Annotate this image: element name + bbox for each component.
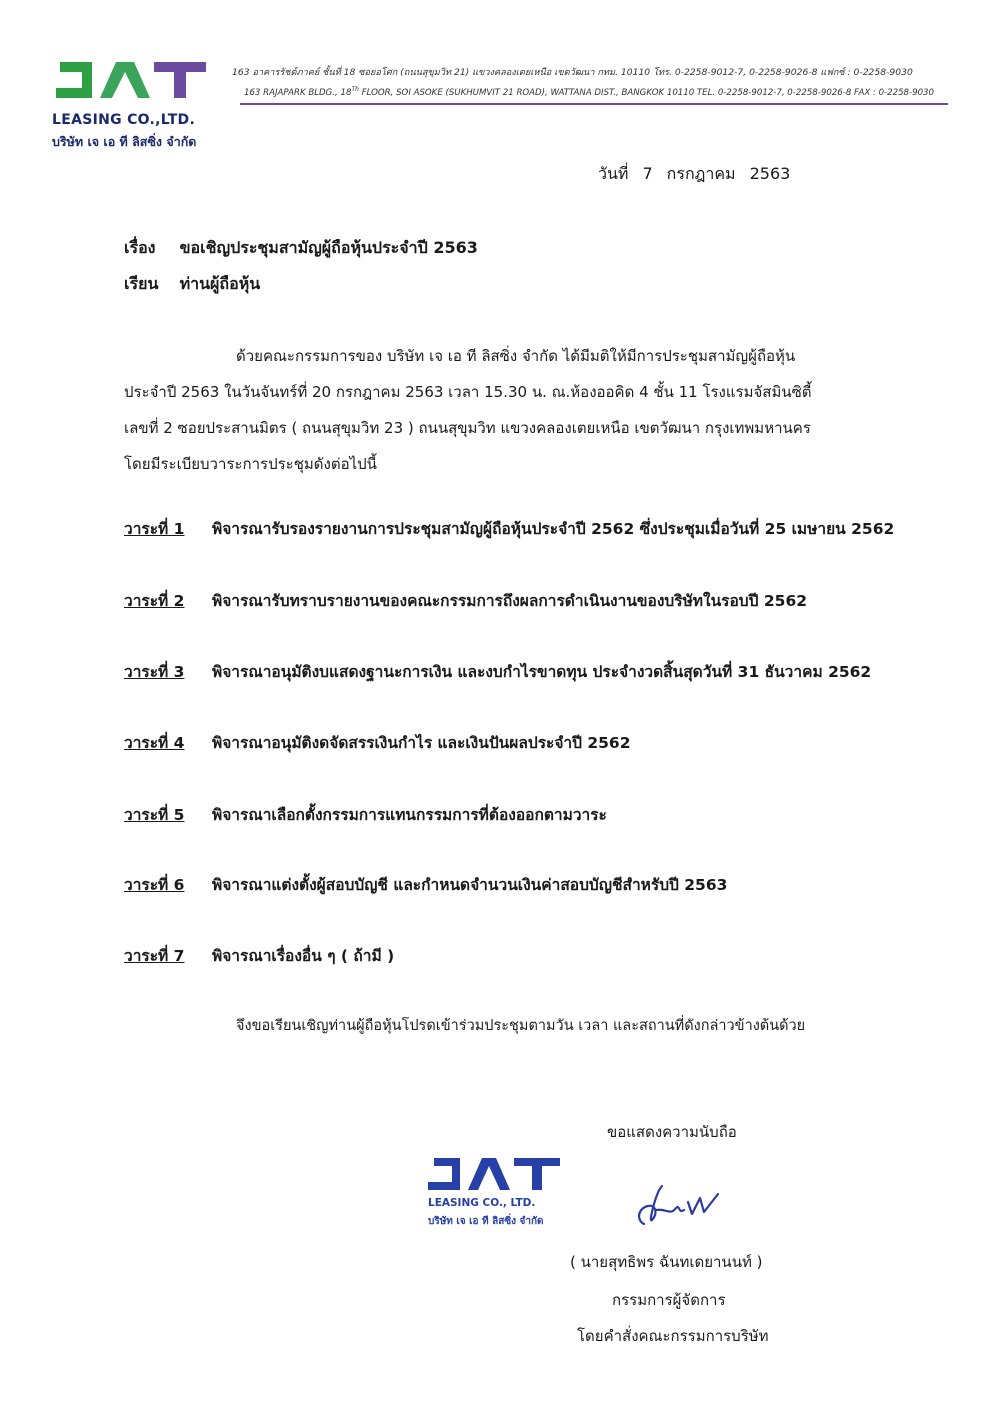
agenda-item (124, 872, 727, 897)
address-english: 163 RAJAPARK BLDG., 18Th FLOOR, SOI ASOKE (SUKHUMVIT 21 ROAD), WATTANA DIST., BANGKOK 10110 TEL. 0-2258-9012-7, 0-2258-9026-8 FAX : 0-2258-9030 (244, 86, 934, 98)
header-divider (240, 103, 948, 105)
date-label: วันที่ (598, 164, 629, 183)
agenda-text: พิจารณาอนุมัติงดจัดสรรเงินกำไร และเงินปันผลประจำปี 2562 (212, 734, 631, 752)
logo-subtitle-th: บริษัท เจ เอ ที ลิสซิ่ง จำกัด (52, 134, 197, 149)
signer-authority: โดยคำสั่งคณะกรรมการบริษัท (577, 1327, 769, 1345)
agenda-text: พิจารณารับทราบรายงานของคณะกรรมการถึงผลการดำเนินงานของบริษัทในรอบปี 2562 (212, 592, 808, 610)
body-line: ด้วยคณะกรรมการของ บริษัท เจ เอ ที ลิสซิ่ง จำกัด ได้มีมติให้มีการประชุมสามัญผู้ถือหุ้น (236, 347, 796, 365)
agenda-text: พิจารณาแต่งตั้งผู้สอบบัญชี และกำหนดจำนวนเงินค่าสอบบัญชีสำหรับปี 2563 (212, 876, 728, 894)
letter-date (598, 162, 804, 187)
body-line: โดยมีระเบียบวาระการประชุมดังต่อไปนี้ (124, 455, 377, 473)
agenda-text: พิจารณาเรื่องอื่น ๆ ( ถ้ามี ) (212, 947, 395, 965)
agenda-text: พิจารณาเลือกตั้งกรรมการแทนกรรมการที่ต้องออกตามวาระ (212, 806, 607, 824)
agenda-item (124, 802, 607, 827)
signature (626, 1180, 736, 1244)
agenda-item (124, 516, 894, 541)
recipient-line (124, 272, 260, 297)
signer-position: กรรมการผู้จัดการ (612, 1291, 726, 1309)
agenda-item (124, 730, 631, 755)
signer-name: ( นายสุทธิพร ฉันทเดยานนท์ ) (570, 1253, 763, 1271)
agenda-number: วาระที่ 2 (124, 592, 185, 610)
body-line: ประจำปี 2563 ในวันจันทร์ที่ 20 กรกฎาคม 2563 เวลา 15.30 น. ณ.ห้องออคิด 4 ชั้น 11 โรงแรมจัสมินซิตี้ (124, 383, 812, 401)
agenda-item (124, 659, 871, 684)
company-logo (50, 58, 220, 110)
logo-subtitle-en: LEASING CO.,LTD. (52, 112, 196, 128)
agenda-number: วาระที่ 4 (124, 734, 185, 752)
agenda-text: พิจารณาอนุมัติงบแสดงฐานะการเงิน และงบกำไรขาดทุน ประจำงวดสิ้นสุดวันที่ 31 ธันวาคม 2562 (212, 663, 872, 681)
subject-text: ขอเชิญประชุมสามัญผู้ถือหุ้นประจำปี 2563 (179, 238, 478, 257)
date-day: 7 (642, 164, 653, 183)
agenda-text: พิจารณารับรองรายงานการประชุมสามัญผู้ถือหุ้นประจำปี 2562 ซึ่งประชุมเมื่อวันที่ 25 เมษายน 2562 (212, 520, 895, 538)
regards: ขอแสดงความนับถือ (607, 1123, 737, 1141)
recipient-label: เรียน (124, 274, 159, 293)
recipient-text: ท่านผู้ถือหุ้น (179, 274, 261, 293)
agenda-number: วาระที่ 5 (124, 806, 185, 824)
agenda-item (124, 943, 394, 968)
subject-line (124, 236, 478, 261)
body-line: เลขที่ 2 ซอยประสานมิตร ( ถนนสุขุมวิท 23 ) ถนนสุขุมวิท แขวงคลองเตยเหนือ เขตวัฒนา กรุงเทพมหานคร (124, 419, 811, 437)
agenda-number: วาระที่ 1 (124, 520, 185, 538)
closing-sentence: จึงขอเรียนเชิญท่านผู้ถือหุ้นโปรดเข้าร่วมประชุมตามวัน เวลา และสถานที่ดังกล่าวข้างต้นด้วย (236, 1018, 806, 1034)
date-year: 2563 (749, 164, 791, 183)
stamp-subtitle-en: LEASING CO., LTD. (428, 1197, 536, 1209)
agenda-item (124, 588, 807, 613)
body-paragraph (124, 338, 924, 482)
stamp-subtitle-th: บริษัท เจ เอ ที ลิสซิ่ง จำกัด (428, 1216, 544, 1227)
address-thai: 163 อาคารรัชต์ภาคย์ ชั้นที่ 18 ซอยอโศก (ถนนสุขุมวิท 21) แขวงคลองเตยเหนือ เขตวัฒนา กทม. 10110 โทร. 0-2258-9012-7, 0-2258-9026-8 แฟกซ์ : 0-2258-9030 (232, 67, 913, 78)
agenda-number: วาระที่ 3 (124, 663, 185, 681)
agenda-number: วาระที่ 6 (124, 876, 185, 894)
date-month: กรกฎาคม (666, 164, 736, 183)
subject-label: เรื่อง (124, 238, 156, 257)
agenda-number: วาระที่ 7 (124, 947, 185, 965)
